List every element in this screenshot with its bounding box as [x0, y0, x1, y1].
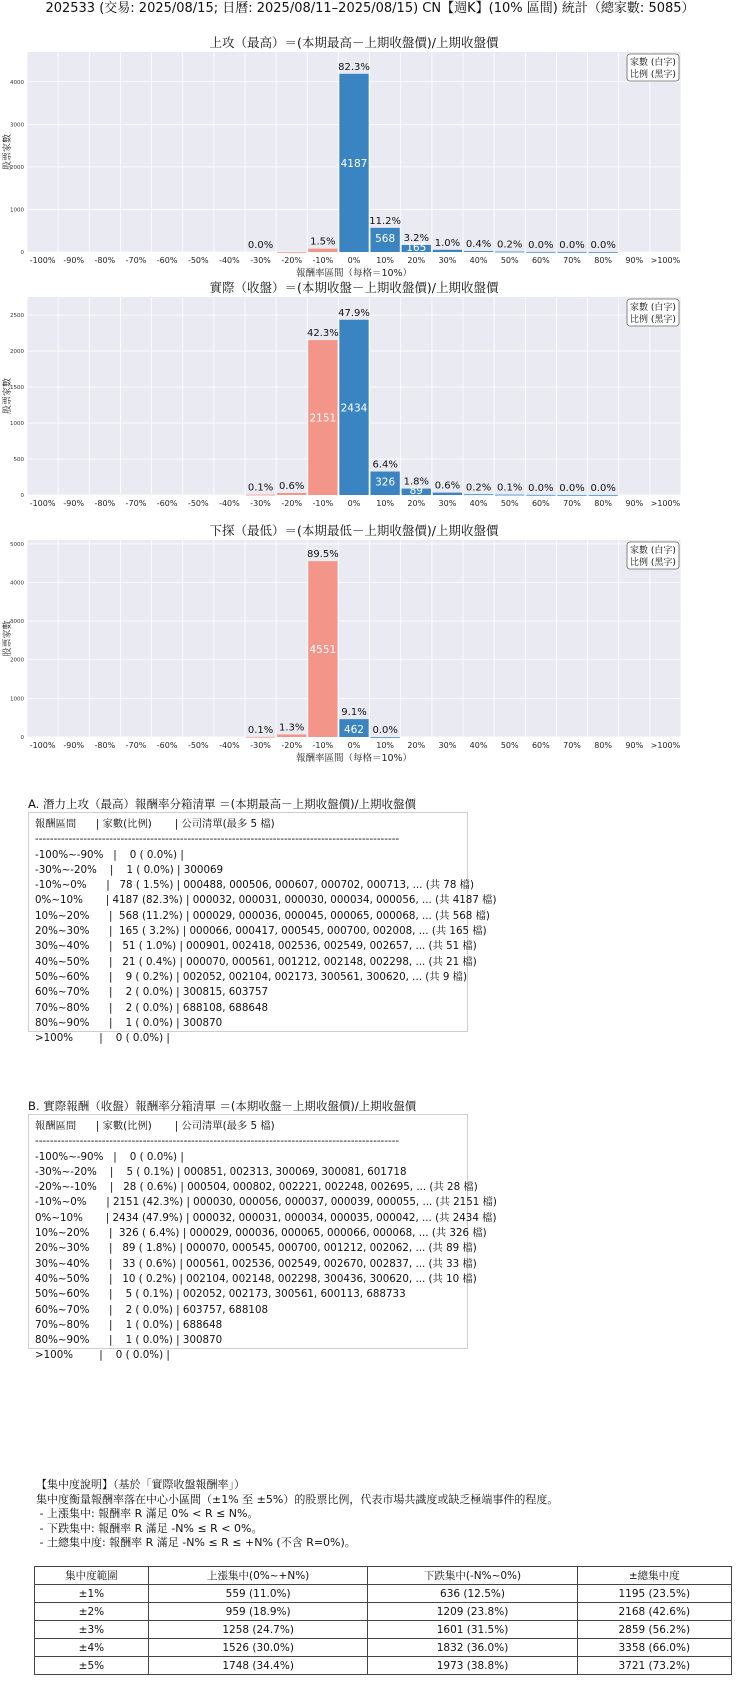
- list-b-heading: B. 實際報酬（收盤）報酬率分箱清單 ＝(本期收盤－上期收盤價)/上期收盤價: [28, 1099, 417, 1113]
- x-tick-label: 80%: [594, 741, 613, 750]
- bar: [277, 493, 306, 495]
- x-tick-label: 90%: [625, 499, 644, 508]
- chart-actual-close: [0, 275, 740, 520]
- x-tick-label: >100%: [650, 741, 681, 750]
- x-axis-label: 報酬率區間（每格＝10%）: [295, 753, 413, 764]
- bar: [246, 495, 275, 496]
- x-tick-label: -90%: [63, 499, 85, 508]
- concentration-table: [34, 1566, 732, 1675]
- count-label: 89: [409, 485, 423, 497]
- percent-label: 0.0%: [559, 239, 585, 251]
- bar: [557, 252, 586, 253]
- count-label: 4551: [309, 644, 337, 657]
- x-tick-label: 0%: [347, 256, 361, 265]
- y-axis-label: 股票家數: [3, 133, 13, 171]
- table-row: [35, 1657, 732, 1675]
- list-a-line: -30%~-20% | 1 ( 0.0%) | 300069: [35, 863, 224, 876]
- y-tick-label: 3000: [10, 122, 24, 129]
- bar: [433, 250, 462, 252]
- y-tick-label: 2500: [10, 313, 24, 319]
- table-cell: ±5%: [35, 1657, 149, 1675]
- x-tick-label: 30%: [438, 499, 457, 508]
- y-tick-label: 0: [20, 250, 24, 256]
- list-a-heading: A. 潛力上攻（最高）報酬率分箱清單 ＝(本期最高－上期收盤價)/上期收盤價: [28, 797, 416, 811]
- list-b-line: 40%~50% | 10 ( 0.2%) | 002104, 002148, 002298, 300436, 300620, ... (共 10 檔): [35, 1272, 477, 1285]
- y-tick-label: 2000: [10, 164, 24, 171]
- table-cell: 1973 (38.8%): [368, 1657, 577, 1675]
- x-tick-label: -60%: [156, 256, 178, 265]
- y-tick-label: 5000: [10, 541, 24, 548]
- header-range: 集中度範圍: [35, 1567, 149, 1585]
- x-tick-label: -10%: [312, 741, 334, 750]
- bar: [526, 252, 555, 253]
- y-tick-label: 1000: [10, 696, 24, 703]
- list-b-line: >100% | 0 ( 0.0%) |: [35, 1349, 170, 1362]
- y-tick-label: 0: [20, 493, 24, 499]
- list-a-line: 50%~60% | 9 ( 0.2%) | 002052, 002104, 002173, 300561, 300620, ... (共 9 檔): [35, 970, 467, 983]
- list-b-line: 60%~70% | 2 ( 0.0%) | 603757, 688108: [35, 1303, 269, 1316]
- x-tick-label: -60%: [156, 741, 178, 750]
- table-cell: 1832 (36.0%): [368, 1639, 577, 1657]
- x-tick-label: 70%: [563, 741, 581, 750]
- list-b-line: 報酬區間 | 家數(比例) | 公司清單(最多 5 檔): [35, 1120, 275, 1132]
- list-a-box: [28, 812, 497, 1045]
- x-tick-label: -30%: [250, 256, 271, 265]
- list-a-line: -10%~0% | 78 ( 1.5%) | 000488, 000506, 000607, 000702, 000713, ... (共 78 檔): [35, 879, 474, 892]
- x-tick-label: 60%: [531, 499, 550, 508]
- percent-label: 0.0%: [559, 482, 585, 494]
- percent-label: 0.0%: [590, 482, 616, 494]
- percent-label: 1.5%: [310, 236, 336, 248]
- table-cell: ±2%: [35, 1603, 149, 1621]
- y-tick-label: 4000: [10, 580, 24, 587]
- x-tick-label: >100%: [650, 499, 681, 508]
- x-tick-label: >100%: [650, 256, 681, 265]
- count-label: 165: [406, 242, 427, 254]
- x-tick-label: -70%: [125, 741, 147, 750]
- list-b-line: -10%~0% | 2151 (42.3%) | 000030, 000056, 000037, 000039, 000055, ... (共 2151 檔): [35, 1196, 497, 1209]
- y-tick-label: 1500: [10, 385, 24, 391]
- x-tick-label: -80%: [94, 256, 116, 265]
- table-row: [35, 1585, 732, 1603]
- chart-upper-high: [0, 30, 740, 285]
- bar: [371, 737, 400, 738]
- table-cell: ±4%: [35, 1639, 149, 1657]
- x-tick-label: -20%: [281, 741, 303, 750]
- count-label: 2151: [309, 412, 337, 425]
- x-tick-label: 90%: [625, 741, 644, 750]
- count-label: 326: [375, 476, 396, 489]
- x-tick-label: 80%: [594, 256, 613, 265]
- list-b-line: -30%~-20% | 5 ( 0.1%) | 000851, 002313, 300069, 300081, 601718: [35, 1165, 407, 1178]
- x-tick-label: -20%: [281, 256, 303, 265]
- table-cell: ±3%: [35, 1621, 149, 1639]
- list-b-line: 0%~10% | 2434 (47.9%) | 000032, 000031, 000034, 000035, 000042, ... (共 2434 檔): [35, 1211, 497, 1224]
- x-tick-label: -100%: [29, 256, 56, 265]
- count-label: 462: [343, 724, 365, 737]
- table-header-row: [35, 1567, 732, 1585]
- x-axis-label: 報酬率區間（每格＝10%）: [295, 268, 413, 279]
- legend: [627, 54, 679, 81]
- percent-label: 11.2%: [369, 215, 402, 227]
- x-tick-label: 10%: [376, 741, 395, 750]
- x-tick-label: -50%: [187, 256, 209, 265]
- list-a-line: 30%~40% | 51 ( 1.0%) | 000901, 002418, 002536, 002549, 002657, ... (共 51 檔): [35, 940, 477, 953]
- page-title: 202533 (交易: 2025/08/15; 日曆: 2025/08/11–2025/08/15) CN【週K】(10% 區間) 統計（總家數: 5085）: [45, 1, 695, 16]
- x-tick-label: -10%: [312, 256, 334, 265]
- percent-label: 42.3%: [306, 328, 339, 340]
- count-label: 4187: [340, 157, 368, 170]
- table-cell: 636 (12.5%): [368, 1585, 577, 1603]
- x-tick-label: -30%: [250, 499, 271, 508]
- y-axis-label: 股票家數: [3, 377, 13, 415]
- percent-label: 0.0%: [528, 239, 554, 251]
- percent-label: 6.4%: [372, 459, 398, 471]
- percent-label: 0.2%: [465, 482, 492, 494]
- x-tick-label: 30%: [438, 256, 457, 265]
- percent-label: 0.1%: [247, 724, 274, 736]
- table-cell: 1526 (30.0%): [148, 1639, 368, 1657]
- list-a-line: 0%~10% | 4187 (82.3%) | 000032, 000031, 000030, 000034, 000056, ... (共 4187 檔): [35, 894, 497, 907]
- x-tick-label: -100%: [29, 741, 56, 750]
- chart-title: 下探（最低）＝(本期最低－上期收盤價)/上期收盤價: [209, 523, 499, 538]
- y-tick-label: 3000: [10, 619, 24, 626]
- percent-label: 0.0%: [528, 482, 554, 494]
- percent-label: 3.2%: [403, 232, 429, 244]
- table-row: [35, 1639, 732, 1657]
- list-b-line: --------------------------------------------------------------------------------------------------: [35, 1135, 400, 1148]
- percent-label: 82.3%: [338, 61, 370, 73]
- x-tick-label: -90%: [63, 741, 85, 750]
- x-tick-label: -100%: [29, 499, 56, 508]
- concentration-line: - 下跌集中: 報酬率 R 滿足 -N% ≤ R < 0%。: [36, 1521, 263, 1535]
- list-a-line: 40%~50% | 21 ( 0.4%) | 000070, 000561, 001212, 002148, 002298, ... (共 21 檔): [35, 955, 477, 968]
- header-down: 下跌集中(-N%~0%): [368, 1567, 577, 1585]
- table-cell: 2168 (42.6%): [577, 1603, 731, 1621]
- legend: [627, 299, 679, 326]
- table-cell: 3721 (73.2%): [577, 1657, 731, 1675]
- x-tick-label: -40%: [219, 741, 240, 750]
- percent-label: 0.4%: [465, 239, 492, 251]
- table-row: [35, 1603, 732, 1621]
- y-tick-label: 4000: [10, 79, 24, 86]
- x-tick-label: -50%: [187, 741, 209, 750]
- x-tick-label: -70%: [125, 499, 147, 508]
- x-tick-label: -10%: [312, 499, 334, 508]
- percent-label: 0.0%: [590, 239, 616, 251]
- bar: [589, 495, 618, 496]
- y-tick-label: 1000: [10, 421, 24, 427]
- x-tick-label: -60%: [156, 499, 178, 508]
- y-tick-label: 2000: [10, 657, 24, 664]
- concentration-line: 集中度衡量報酬率落在中心小區間（±1% 至 ±5%）的股票比例，代表市場共識度或缺乏極端事件的程度。: [36, 1492, 559, 1506]
- table-cell: 2859 (56.2%): [577, 1621, 731, 1639]
- x-tick-label: 40%: [469, 499, 488, 508]
- x-tick-label: 90%: [625, 256, 644, 265]
- x-tick-label: -50%: [187, 499, 209, 508]
- y-tick-label: 1000: [10, 207, 24, 214]
- bar: [464, 494, 493, 495]
- table-cell: 1209 (23.8%): [368, 1603, 577, 1621]
- list-b-box: [28, 1114, 497, 1362]
- list-a-line: 70%~80% | 2 ( 0.0%) | 688108, 688648: [35, 1001, 269, 1014]
- x-tick-label: 20%: [407, 256, 426, 265]
- x-tick-label: -30%: [250, 741, 271, 750]
- percent-label: 1.3%: [279, 722, 305, 734]
- list-a-line: -100%~-90% | 0 ( 0.0%) |: [35, 848, 184, 861]
- x-tick-label: 50%: [500, 499, 519, 508]
- list-b-line: -100%~-90% | 0 ( 0.0%) |: [35, 1150, 184, 1163]
- bar: [308, 249, 337, 252]
- table-cell: 559 (11.0%): [148, 1585, 368, 1603]
- bar: [277, 252, 306, 253]
- count-label: 2434: [340, 402, 368, 415]
- legend-item: 家數 (白字): [630, 58, 676, 68]
- table-cell: 1748 (34.4%): [148, 1657, 368, 1675]
- x-tick-label: -80%: [94, 741, 116, 750]
- table-cell: ±1%: [35, 1585, 149, 1603]
- x-tick-label: 0%: [347, 741, 361, 750]
- bar: [277, 734, 306, 737]
- chart-lower-low: [0, 520, 740, 775]
- bar: [246, 737, 275, 738]
- x-tick-label: 20%: [407, 741, 426, 750]
- list-a-line: 20%~30% | 165 ( 3.2%) | 000066, 000417, 000545, 000700, 002008, ... (共 165 檔): [35, 925, 487, 938]
- list-a-line: 報酬區間 | 家數(比例) | 公司清單(最多 5 檔): [35, 818, 275, 830]
- table-cell: 959 (18.9%): [148, 1603, 368, 1621]
- x-tick-label: 80%: [594, 499, 613, 508]
- y-tick-label: 500: [13, 457, 24, 463]
- list-b-line: -20%~-10% | 28 ( 0.6%) | 000504, 000802, 002221, 002248, 002695, ... (共 28 檔): [35, 1181, 478, 1194]
- x-tick-label: 40%: [469, 256, 488, 265]
- list-a-line: 60%~70% | 2 ( 0.0%) | 300815, 603757: [35, 986, 269, 999]
- x-tick-label: -70%: [125, 256, 147, 265]
- percent-label: 0.2%: [497, 239, 523, 251]
- legend-item: 比例 (黑字): [630, 315, 676, 325]
- legend-item: 比例 (黑字): [630, 70, 676, 80]
- list-b-line: 70%~80% | 1 ( 0.0%) | 688648: [35, 1318, 223, 1331]
- bar: [495, 495, 524, 496]
- x-tick-label: 50%: [500, 741, 519, 750]
- table-cell: 1195 (23.5%): [577, 1585, 731, 1603]
- x-tick-label: 50%: [500, 256, 519, 265]
- percent-label: 0.0%: [372, 724, 398, 736]
- x-tick-label: 70%: [563, 499, 581, 508]
- list-a-line: 80%~90% | 1 ( 0.0%) | 300870: [35, 1016, 223, 1029]
- chart-title: 上攻（最高）＝(本期最高－上期收盤價)/上期收盤價: [209, 35, 499, 50]
- x-tick-label: -20%: [281, 499, 303, 508]
- percent-label: 1.8%: [403, 476, 429, 488]
- x-tick-label: -40%: [219, 499, 240, 508]
- percent-label: 0.1%: [497, 482, 523, 494]
- list-b-line: 20%~30% | 89 ( 1.8%) | 000070, 000545, 000700, 001212, 002062, ... (共 89 檔): [35, 1242, 477, 1255]
- x-tick-label: 40%: [469, 741, 488, 750]
- y-tick-label: 0: [20, 735, 24, 741]
- legend-item: 比例 (黑字): [630, 558, 676, 568]
- concentration-description: [36, 1478, 558, 1551]
- bar: [589, 252, 618, 253]
- y-axis-label: 股票家數: [3, 620, 13, 657]
- header-total: ±總集中度: [577, 1567, 731, 1585]
- concentration-line: 【集中度說明】（基於「實際收盤報酬率」）: [36, 1478, 245, 1491]
- x-tick-label: 10%: [376, 256, 395, 265]
- bar: [433, 493, 462, 495]
- x-tick-label: -80%: [94, 499, 116, 508]
- list-a-line: 10%~20% | 568 (11.2%) | 000029, 000036, 000045, 000065, 000068, ... (共 568 檔): [35, 909, 490, 922]
- bar: [557, 495, 586, 496]
- table-cell: 3358 (66.0%): [577, 1639, 731, 1657]
- list-b-line: 50%~60% | 5 ( 0.1%) | 002052, 002173, 300561, 600113, 688733: [35, 1288, 406, 1301]
- legend: [627, 542, 679, 569]
- percent-label: 0.6%: [434, 480, 461, 492]
- percent-label: 0.1%: [247, 482, 274, 494]
- percent-label: 1.0%: [434, 237, 461, 249]
- list-b-line: 30%~40% | 33 ( 0.6%) | 000561, 002536, 002549, 002670, 002837, ... (共 33 檔): [35, 1257, 477, 1270]
- bar: [526, 495, 555, 496]
- list-a-line: --------------------------------------------------------------------------------------------------: [35, 833, 400, 846]
- x-tick-label: 30%: [438, 741, 457, 750]
- percent-label: 89.5%: [306, 549, 339, 561]
- list-b-line: 80%~90% | 1 ( 0.0%) | 300870: [35, 1334, 223, 1347]
- x-tick-label: 60%: [531, 256, 550, 265]
- concentration-line: - 上漲集中: 報酬率 R 滿足 0% < R ≤ N%。: [36, 1507, 259, 1520]
- concentration-line: - 土總集中度: 報酬率 R 滿足 -N% ≤ R ≤ +N% (不含 R=0%)。: [36, 1536, 356, 1549]
- count-label: 568: [375, 232, 396, 245]
- x-tick-label: 10%: [376, 499, 395, 508]
- percent-label: 0.6%: [279, 480, 305, 492]
- legend-item: 家數 (白字): [630, 546, 676, 556]
- percent-label: 9.1%: [341, 707, 367, 719]
- bar: [495, 252, 524, 253]
- table-cell: 1258 (24.7%): [148, 1621, 368, 1639]
- bar: [464, 251, 493, 252]
- chart-title: 實際（收盤）＝(本期收盤－上期收盤價)/上期收盤價: [209, 280, 499, 295]
- x-tick-label: -40%: [219, 256, 240, 265]
- table-row: [35, 1621, 732, 1639]
- table-cell: 1601 (31.5%): [368, 1621, 577, 1639]
- list-b-line: 10%~20% | 326 ( 6.4%) | 000029, 000036, 000065, 000066, 000068, ... (共 326 檔): [35, 1227, 487, 1240]
- y-tick-label: 2000: [10, 349, 24, 355]
- x-tick-label: 70%: [563, 256, 581, 265]
- x-tick-label: 60%: [531, 741, 550, 750]
- percent-label: 0.0%: [247, 240, 274, 251]
- percent-label: 47.9%: [338, 307, 370, 319]
- header-up: 上漲集中(0%~+N%): [148, 1567, 368, 1585]
- legend-item: 家數 (白字): [630, 303, 676, 313]
- x-tick-label: -90%: [63, 256, 85, 265]
- list-a-line: >100% | 0 ( 0.0%) |: [35, 1032, 170, 1045]
- x-tick-label: 0%: [347, 499, 361, 508]
- x-tick-label: 20%: [407, 499, 426, 508]
